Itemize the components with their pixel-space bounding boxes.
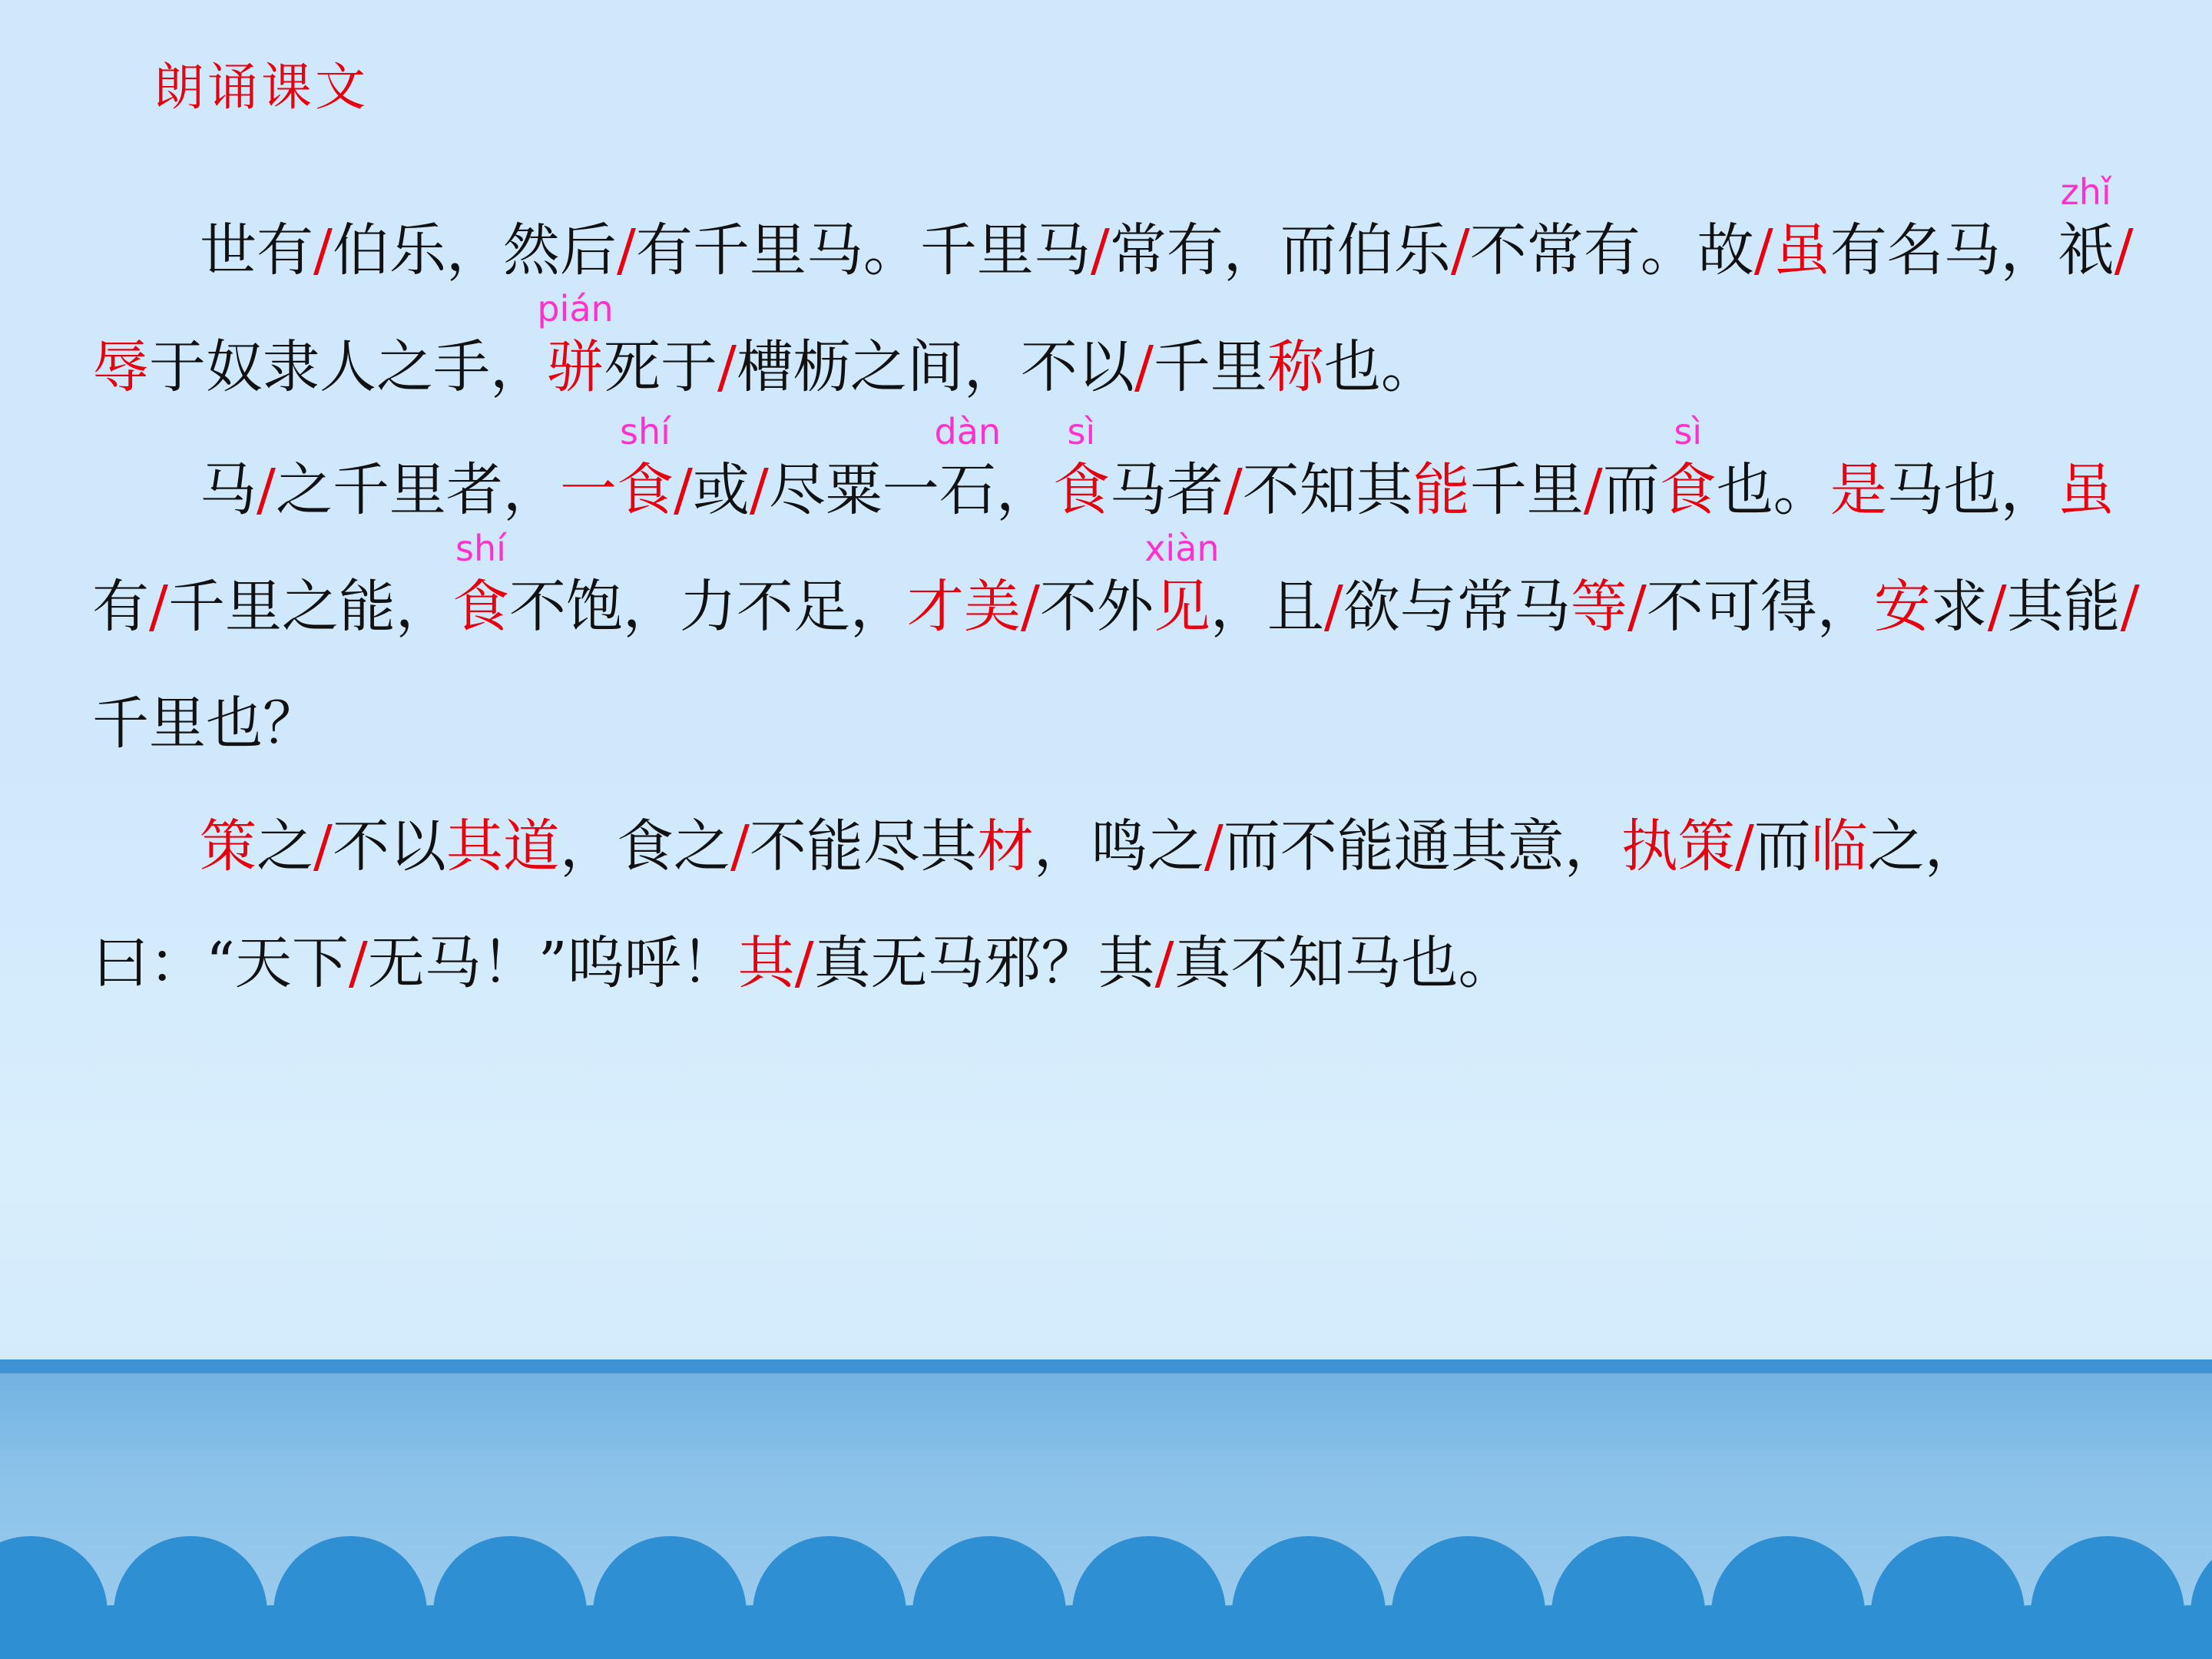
text-run: 死于 bbox=[604, 334, 717, 400]
pause-slash: / bbox=[616, 217, 636, 283]
key-word: 其道 bbox=[445, 813, 560, 879]
key-word: 称 bbox=[1267, 334, 1324, 400]
pause-slash: / bbox=[1090, 217, 1110, 283]
text-run: ，鸣之 bbox=[1033, 813, 1204, 879]
text-run: 马 bbox=[200, 457, 257, 523]
text-run: ，食之 bbox=[559, 813, 730, 879]
pause-slash: / bbox=[1134, 334, 1154, 400]
text-run: 伯乐，然后 bbox=[332, 217, 617, 283]
text-run: 求 bbox=[1930, 574, 1988, 640]
key-word: 执策 bbox=[1621, 813, 1735, 879]
text-run: 之，曰：“天下 bbox=[92, 813, 1982, 996]
key-word: 策 bbox=[200, 813, 257, 879]
text-run: 有名马， bbox=[1830, 217, 2058, 283]
pause-slash: / bbox=[348, 930, 368, 996]
pause-slash: / bbox=[313, 217, 333, 283]
text-run: 有千里马。千里马 bbox=[635, 217, 1091, 283]
text-run: 无马！”呜呼！ bbox=[367, 930, 738, 996]
text-run: 不能尽其 bbox=[749, 813, 977, 879]
pinyin-annotated-char bbox=[1144, 528, 1220, 640]
pinyin-reading: shí bbox=[619, 411, 671, 452]
text-run: 真无马邪？其 bbox=[813, 930, 1155, 996]
text-run: 千里 bbox=[1469, 457, 1584, 523]
text-run: 有 bbox=[92, 574, 149, 640]
paragraph-3 bbox=[92, 788, 2158, 1022]
text-run: 而不能通其意， bbox=[1223, 813, 1621, 879]
text-run: 千里 bbox=[1153, 334, 1267, 400]
text-run: 其能 bbox=[2006, 574, 2121, 640]
annotated-character: 食 bbox=[452, 574, 509, 640]
pinyin-reading: sì bbox=[1674, 411, 1703, 452]
text-run: 千里之能， bbox=[167, 574, 452, 640]
pause-slash: / bbox=[1154, 930, 1174, 996]
pinyin-reading: dàn bbox=[934, 411, 1002, 452]
text-run: 常有，而伯乐 bbox=[1109, 217, 1451, 283]
key-word: 一 bbox=[559, 457, 617, 523]
pinyin-reading: zhǐ bbox=[2060, 171, 2111, 213]
pinyin-annotated-char bbox=[934, 411, 1002, 523]
text-run: 马者 bbox=[1109, 457, 1224, 523]
pause-slash: / bbox=[717, 334, 737, 400]
annotated-character: 食 bbox=[1659, 457, 1717, 523]
lesson-text-body bbox=[92, 171, 2158, 1028]
key-word: 其 bbox=[737, 930, 795, 996]
annotated-character: 食 bbox=[1052, 457, 1110, 523]
pinyin-reading: shí bbox=[455, 528, 506, 569]
text-run: ，且 bbox=[1210, 574, 1324, 640]
pause-slash: / bbox=[1753, 217, 1773, 283]
key-word: 才美 bbox=[906, 574, 1021, 640]
text-run: 故 bbox=[1697, 217, 1754, 283]
pinyin-annotated-char bbox=[616, 411, 674, 523]
pause-slash: / bbox=[2120, 574, 2140, 640]
band-top-edge bbox=[0, 1359, 2212, 1373]
pause-slash: / bbox=[1323, 574, 1343, 640]
annotated-character: 石 bbox=[939, 457, 996, 523]
pause-slash: / bbox=[730, 813, 750, 879]
text-run: 千里也？ bbox=[92, 690, 320, 757]
pause-slash: / bbox=[1734, 813, 1754, 879]
text-run: 也。 bbox=[1323, 334, 1438, 400]
pause-slash: / bbox=[2114, 217, 2134, 283]
pause-slash: / bbox=[1987, 574, 2007, 640]
pause-slash: / bbox=[749, 457, 769, 523]
pause-slash: / bbox=[1204, 813, 1224, 879]
pause-slash: / bbox=[313, 813, 333, 879]
key-word: 安 bbox=[1873, 574, 1931, 640]
pause-slash: / bbox=[1627, 574, 1647, 640]
text-run: 也。 bbox=[1716, 457, 1830, 523]
pinyin-reading: xiàn bbox=[1144, 528, 1220, 569]
paragraph-1 bbox=[92, 171, 2158, 426]
annotated-character: 骈 bbox=[547, 334, 604, 400]
paragraph-3-content bbox=[92, 813, 1982, 996]
text-run: 或 bbox=[692, 457, 750, 523]
text-run: 世有 bbox=[200, 217, 313, 283]
pause-slash: / bbox=[1450, 217, 1470, 283]
text-run: 不外 bbox=[1039, 574, 1154, 640]
paragraph-2-content bbox=[92, 411, 2140, 757]
pause-slash: / bbox=[149, 574, 168, 640]
pause-slash: / bbox=[1583, 457, 1603, 523]
key-word: 材 bbox=[976, 813, 1034, 879]
pinyin-annotated-char bbox=[1052, 411, 1110, 523]
pause-slash: / bbox=[257, 457, 276, 523]
text-run: 不常有。 bbox=[1469, 217, 1697, 283]
key-word: 辱 bbox=[92, 334, 149, 400]
key-word: 是 bbox=[1830, 457, 1887, 523]
page-title: 朗诵课文 bbox=[154, 58, 369, 117]
key-word: 等 bbox=[1570, 574, 1628, 640]
pause-slash: / bbox=[673, 457, 693, 523]
text-run: 不可得， bbox=[1646, 574, 1874, 640]
text-run: 不饱，力不足， bbox=[508, 574, 907, 640]
pinyin-annotated-char bbox=[1659, 411, 1717, 523]
pause-slash: / bbox=[1020, 574, 1040, 640]
paragraph-1-content bbox=[92, 171, 2134, 400]
pinyin-reading: pián bbox=[537, 288, 614, 329]
text-run: 之千里者， bbox=[275, 457, 560, 523]
text-run: 不知其 bbox=[1242, 457, 1413, 523]
footer-decoration-band bbox=[0, 1359, 2212, 1659]
text-run: 而 bbox=[1602, 457, 1660, 523]
key-word: 临 bbox=[1810, 813, 1868, 879]
pinyin-annotated-char bbox=[537, 288, 614, 400]
pinyin-annotated-char bbox=[2057, 171, 2114, 283]
scallop-pattern bbox=[0, 1421, 2212, 1659]
key-word: 能 bbox=[1412, 457, 1470, 523]
annotated-character: 祇 bbox=[2057, 217, 2114, 283]
text-run: 真不知马也。 bbox=[1174, 930, 1515, 996]
pinyin-annotated-char bbox=[452, 528, 509, 640]
key-word: 虽 bbox=[2057, 457, 2114, 523]
pause-slash: / bbox=[794, 930, 814, 996]
text-run: 尽粟一 bbox=[768, 457, 939, 523]
text-run: 槽枥之间，不以 bbox=[736, 334, 1134, 400]
text-run: 于奴隶人之手， bbox=[149, 334, 547, 400]
annotated-character: 见 bbox=[1153, 574, 1210, 640]
text-run: ， bbox=[995, 457, 1053, 523]
key-word: 虽 bbox=[1773, 217, 1830, 283]
text-run: 而 bbox=[1753, 813, 1811, 879]
pinyin-reading: sì bbox=[1067, 411, 1096, 452]
pause-slash: / bbox=[1223, 457, 1243, 523]
text-run: 之 bbox=[257, 813, 313, 879]
text-run: 马也， bbox=[1886, 457, 2058, 523]
text-run: 不以 bbox=[332, 813, 446, 879]
text-run: 欲与常马 bbox=[1343, 574, 1571, 640]
annotated-character: 食 bbox=[616, 457, 674, 523]
paragraph-2 bbox=[92, 411, 2158, 782]
